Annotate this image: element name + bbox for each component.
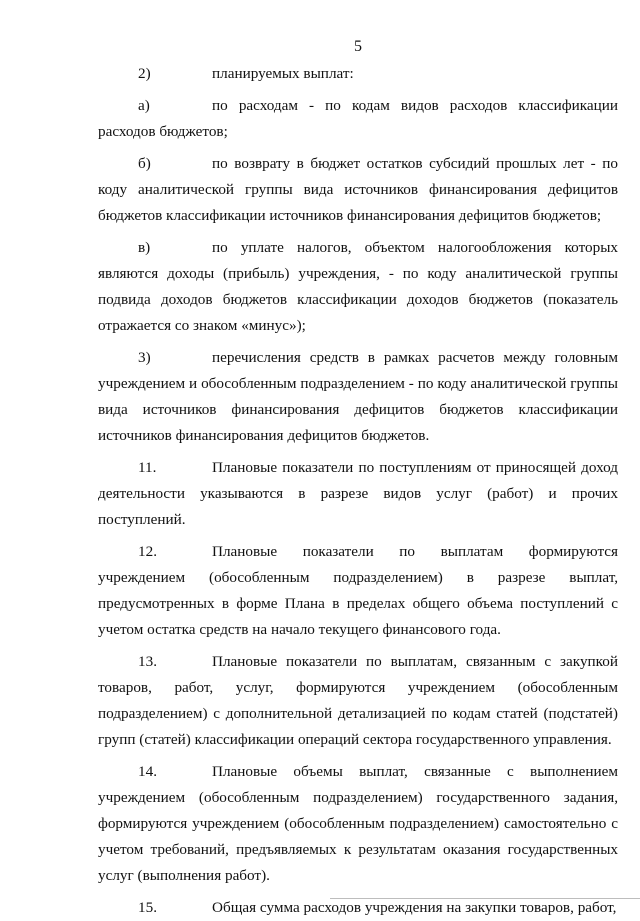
paragraph-number: 13. (138, 653, 157, 670)
paragraph-text: по возврату в бюджет остатков субсидий прошлых лет - по коду аналитической группы вида источников финансирования дефицитов бюджетов классификации источников финансирования дефицитов бюджетов; (98, 155, 618, 224)
paragraph-number: а) (138, 97, 150, 114)
paragraph-a (98, 93, 618, 145)
paragraph-b (98, 151, 618, 229)
paragraph-number: 3) (138, 349, 151, 366)
paragraph-14 (98, 759, 618, 889)
paragraph-12 (98, 539, 618, 643)
paragraph-text: планируемых выплат: (212, 65, 354, 82)
paragraph-11 (98, 455, 618, 533)
paragraph-text: Плановые объемы выплат, связанные с выполнением учреждением (обособленным подразделением) государственного задания, формируются учреждением (обособленным подразделением) самостоятельно с учетом требований, предъявляемых к результатам оказания государственных услуг (выполнения работ). (98, 763, 618, 884)
paragraph-text: Плановые показатели по выплатам формируются учреждением (обособленным подразделением) в разрезе выплат, предусмотренных в форме Плана в пределах общего объема поступлений с учетом остатка средств на начало текущего финансового года. (98, 543, 618, 638)
paragraph-2 (98, 61, 618, 87)
paragraph-number: в) (138, 239, 151, 256)
paragraph-13 (98, 649, 618, 753)
paragraph-number: 12. (138, 543, 157, 560)
document-body (98, 61, 618, 921)
paragraph-text: Плановые показатели по поступлениям от приносящей доход деятельности указываются в разрезе видов услуг (работ) и прочих поступлений. (98, 459, 618, 528)
paragraph-number: 2) (138, 65, 151, 82)
paragraph-3 (98, 345, 618, 449)
paragraph-number: 15. (138, 899, 157, 916)
paragraph-text: перечисления средств в рамках расчетов между головным учреждением и обособленным подразделением - по коду аналитической группы вида источников финансирования дефицитов бюджетов классификации источников финансирования дефицитов бюджетов. (98, 349, 618, 444)
paragraph-text: по расходам - по кодам видов расходов классификации расходов бюджетов; (98, 97, 618, 140)
paragraph-text: по уплате налогов, объектом налогообложения которых являются доходы (прибыль) учреждения, - по коду аналитической группы подвида доходов бюджетов классификации доходов бюджетов (показатель отражается со знаком «минус»); (98, 239, 618, 334)
paragraph-number: б) (138, 155, 151, 172)
paragraph-number: 14. (138, 763, 157, 780)
page-number: 5 (354, 38, 362, 55)
scan-edge-line (330, 898, 640, 899)
paragraph-v (98, 235, 618, 339)
paragraph-number: 11. (138, 459, 157, 476)
paragraph-text: Общая сумма расходов учреждения на закупки товаров, работ, (212, 899, 617, 916)
paragraph-text: Плановые показатели по выплатам, связанным с закупкой товаров, работ, услуг, формируются учреждением (обособленным подразделением) с дополнительной детализацией по кодам статей (подстатей) групп (статей) классификации операций сектора государственного управления. (98, 653, 618, 748)
